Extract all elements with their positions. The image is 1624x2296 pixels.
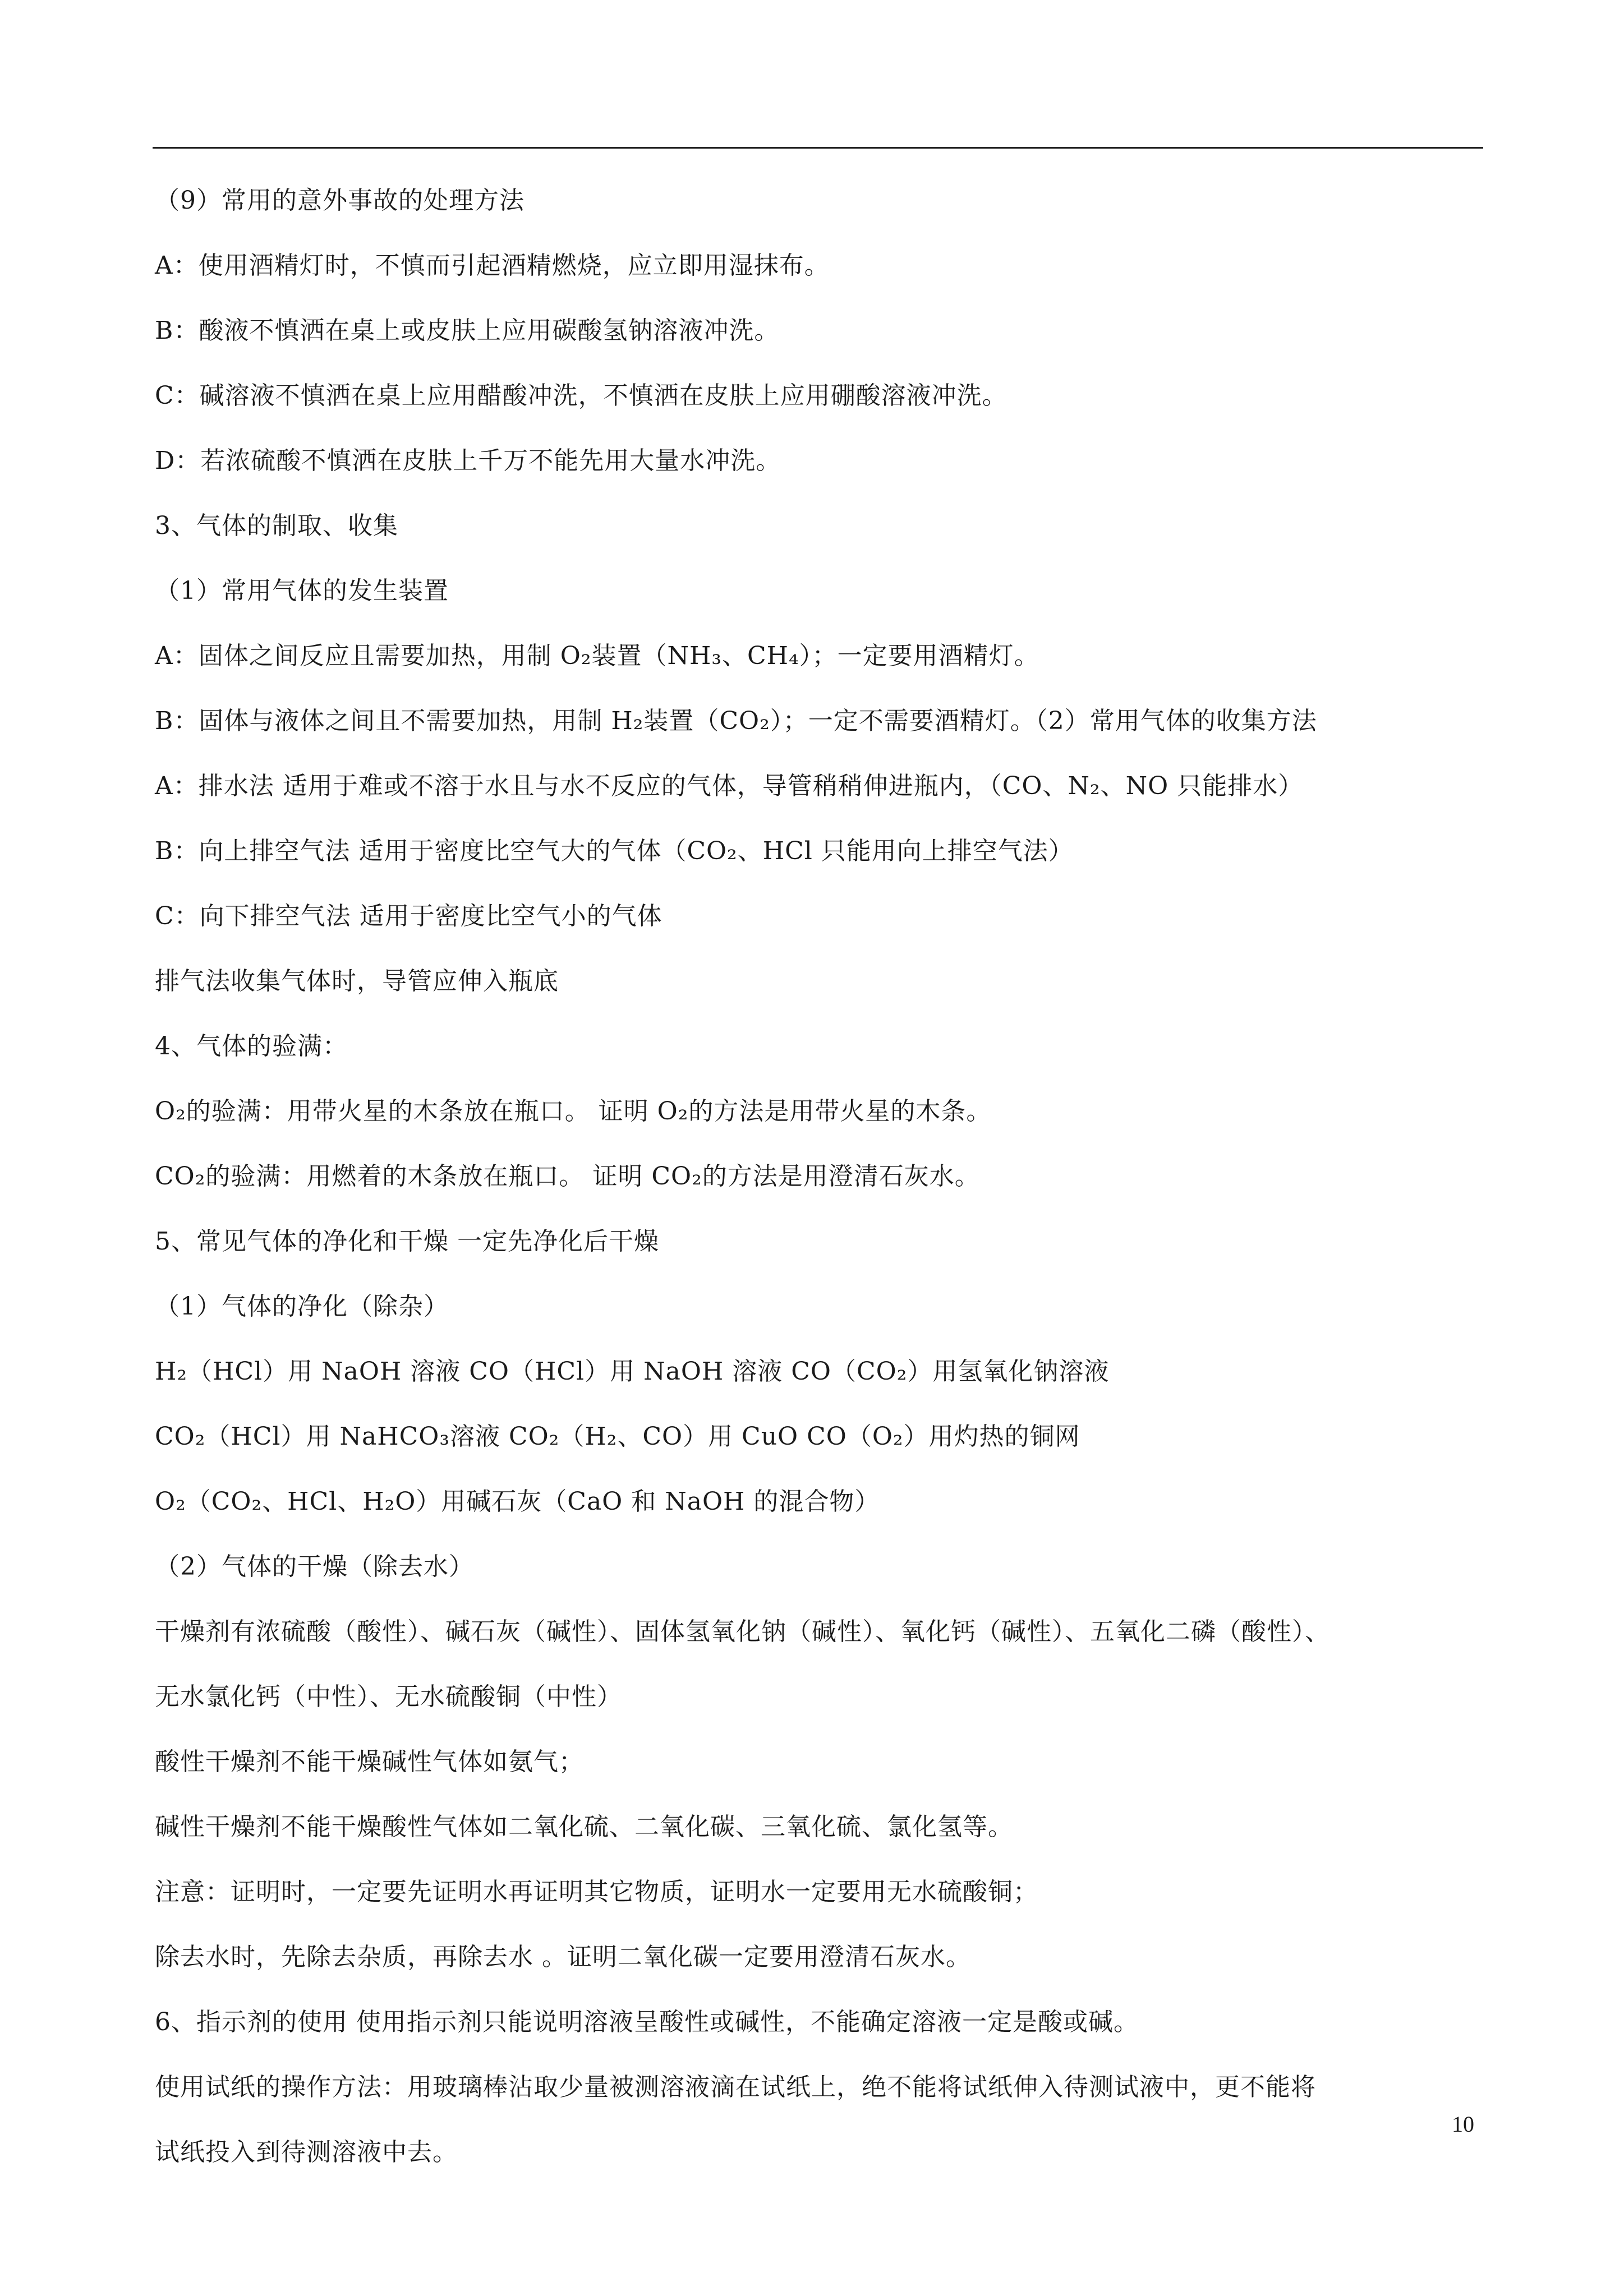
- text-line: 无水氯化钙（中性）、无水硫酸铜（中性）: [155, 1682, 622, 1711]
- subsection-heading: （2）气体的干燥（除去水）: [155, 1552, 474, 1581]
- text-line: CO₂（HCl）用 NaHCO₃溶液 CO₂（H₂、CO）用 CuO CO（O₂）用灼热的铜网: [155, 1422, 1080, 1451]
- text-line: O₂（CO₂、HCl、H₂O）用碱石灰（CaO 和 NaOH 的混合物）: [155, 1487, 880, 1516]
- section-heading: 6、指示剂的使用 使用指示剂只能说明溶液呈酸性或碱性，不能确定溶液一定是酸或碱。: [155, 2008, 1139, 2036]
- text-line: 碱性干燥剂不能干燥酸性气体如二氧化硫、二氧化碳、三氧化硫、氯化氢等。: [155, 1813, 1013, 1841]
- text-line: A：使用酒精灯时，不慎而引起酒精燃烧，应立即用湿抹布。: [155, 251, 830, 280]
- page-number: 10: [1452, 2111, 1474, 2137]
- text-line: 试纸投入到待测溶液中去。: [155, 2138, 458, 2166]
- section-heading: 4、气体的验满：: [155, 1032, 348, 1061]
- text-line: CO₂的验满：用燃着的木条放在瓶口。 证明 CO₂的方法是用澄清石灰水。: [155, 1162, 980, 1191]
- text-line: C：向下排空气法 适用于密度比空气小的气体: [155, 902, 663, 930]
- text-line: 注意：证明时，一定要先证明水再证明其它物质，证明水一定要用无水硫酸铜；: [155, 1878, 1038, 1906]
- text-line: B：向上排空气法 适用于密度比空气大的气体（CO₂、HCl 只能用向上排空气法）: [155, 837, 1074, 865]
- text-line: A：排水法 适用于难或不溶于水且与水不反应的气体，导管稍稍伸进瓶内，（CO、N₂、NO 只能排水）: [155, 772, 1304, 800]
- page-content: [155, 168, 1490, 2185]
- text-line: 酸性干燥剂不能干燥碱性气体如氨气；: [155, 1748, 584, 1776]
- header-rule: [153, 147, 1483, 149]
- text-line: 干燥剂有浓硫酸（酸性）、碱石灰（碱性）、固体氢氧化钠（碱性）、氧化钙（碱性）、五氧化二磷（酸性）、: [155, 1617, 1330, 1646]
- text-line: 排气法收集气体时，导管应伸入瓶底: [155, 967, 559, 995]
- text-line: 使用试纸的操作方法：用玻璃棒沾取少量被测溶液滴在试纸上，绝不能将试纸伸入待测试液中，更不能将: [155, 2073, 1316, 2101]
- subsection-heading: （1）气体的净化（除杂）: [155, 1292, 449, 1321]
- subsection-heading: （1）常用气体的发生装置: [155, 577, 449, 605]
- text-line: D：若浓硫酸不慎洒在皮肤上千万不能先用大量水冲洗。: [155, 446, 781, 475]
- text-line: O₂的验满：用带火星的木条放在瓶口。 证明 O₂的方法是用带火星的木条。: [155, 1097, 992, 1126]
- text-line: H₂（HCl）用 NaOH 溶液 CO（HCl）用 NaOH 溶液 CO（CO₂）用氢氧化钠溶液: [155, 1357, 1110, 1386]
- section-heading: 5、常见气体的净化和干燥 一定先净化后干燥: [155, 1227, 659, 1256]
- text-line: （9）常用的意外事故的处理方法: [155, 186, 525, 215]
- text-line: A：固体之间反应且需要加热，用制 O₂装置（NH₃、CH₄）；一定要用酒精灯。: [155, 642, 1039, 670]
- text-line: C：碱溶液不慎洒在桌上应用醋酸冲洗，不慎洒在皮肤上应用硼酸溶液冲洗。: [155, 381, 1007, 410]
- text-line: B：固体与液体之间且不需要加热，用制 H₂装置（CO₂）；一定不需要酒精灯。（2）常用气体的收集方法: [155, 707, 1317, 735]
- text-line: 除去水时，先除去杂质，再除去水 。证明二氧化碳一定要用澄清石灰水。: [155, 1943, 971, 1971]
- text-line: B：酸液不慎洒在桌上或皮肤上应用碳酸氢钠溶液冲洗。: [155, 316, 780, 345]
- section-heading: 3、气体的制取、收集: [155, 511, 398, 540]
